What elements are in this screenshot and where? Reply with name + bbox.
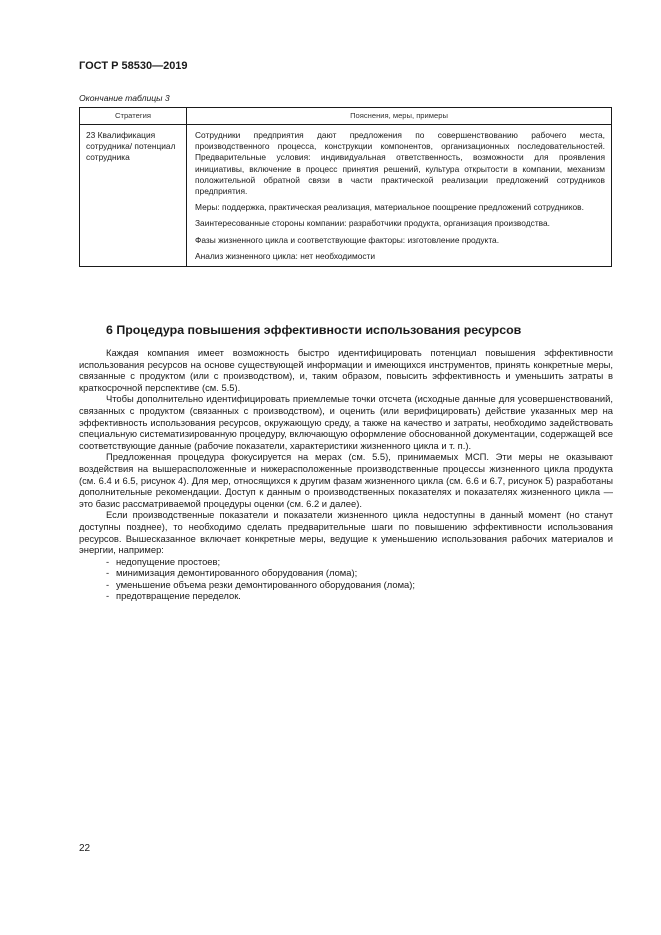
measures-list (79, 556, 613, 602)
paragraph: Чтобы дополнительно идентифицировать приемлемые точки отсчета (исходные данные для усовершенствований, связанных с продуктом (связанных с производством), и оценить (или верифицировать) действие указанных мер на эффективность использования ресурсов, окружающую среду, а также на качество и затраты, необходимо задействовать специальную систематизированную процедуру, включающую оформление обоснованной документации, содержащей все соответствующие данные (рабочие показатели, характеристики жизненного цикла и т. п.). (79, 393, 613, 451)
column-header-strategy: Стратегия (80, 108, 187, 125)
list-marker: - (106, 590, 110, 602)
list-item-text: предотвращение переделок. (116, 590, 241, 602)
section-body (79, 347, 613, 602)
stakeholders-text: Заинтересованные стороны компании: разработчики продукта, организация производства. (195, 218, 550, 229)
explanations-cell (187, 125, 612, 267)
section-title: 6 Процедура повышения эффективности использования ресурсов (106, 323, 522, 337)
table-caption: Окончание таблицы 3 (79, 93, 170, 103)
standard-code: ГОСТ Р 58530—2019 (79, 60, 188, 72)
table-header-row (80, 108, 612, 125)
column-header-explanations: Пояснения, меры, примеры (187, 108, 612, 125)
list-marker: - (106, 567, 110, 579)
list-item-text: минимизация демонтированного оборудования (лома); (116, 567, 358, 579)
explanation-text: Сотрудники предприятия дают предложения по совершенствованию рабочего места, производственного процесса, конструкции компонентов, организационных последовательностей. Предварительные условия: индивидуальная ответственность, возможности для проявления инициативы, включение в процесс принятия решений, культура открытости в компании, механизм положительной обратной связи в части практической реализации предложений сотрудников предприятия. (195, 130, 605, 197)
list-item-text: уменьшение объема резки демонтированного оборудования (лома); (116, 578, 415, 590)
list-item-text: недопущение простоев; (116, 555, 221, 567)
measures-text: Меры: поддержка, практическая реализация, материальное поощрение предложений сотрудников. (195, 202, 584, 213)
list-marker: - (106, 555, 110, 567)
list-item (106, 590, 613, 602)
list-item (106, 567, 613, 579)
lifecycle-analysis-text: Анализ жизненного цикла: нет необходимости (195, 250, 376, 261)
paragraph: Если производственные показатели и показатели жизненного цикла недоступны в данный момент (но станут доступны позднее), то необходимо сделать предварительные шаги по повышению эффективности использования ресурсов. Вышесказанное включает конкретные меры, ведущие к уменьшению использования рабочих материалов и энергии, например: (79, 509, 613, 556)
paragraph: Предложенная процедура фокусируется на мерах (см. 5.5), принимаемых МСП. Эти меры не оказывают воздействия на вышерасположенные и нижерасположенные производственные процессы жизненного цикла продукта (см. 6.4 и 6.5, рисунок 4). Для мер, относящихся к другим фазам жизненного цикла (см. 6.6 и 6.7, рисунок 5) разработаны дополнительные рекомендации. Доступ к данным о производственных показателях и показателях жизненного цикла — это базис рассматриваемой процедуры оценки (см. 6.2 и далее). (79, 451, 613, 509)
strategy-cell: 23 Квалификация сотрудника/ потенциал сотрудника (80, 125, 187, 267)
table-3 (79, 107, 612, 267)
page-number: 22 (79, 843, 91, 854)
list-item (106, 579, 613, 591)
list-marker: - (106, 578, 110, 590)
paragraph: Каждая компания имеет возможность быстро идентифицировать потенциал повышения эффективности использования ресурсов на основе существующей информации и имеющихся инструментов, принять конкретные меры, связанные с продуктом (или с производством), и, таким образом, повысить эффективность и уменьшить затраты в краткосрочной перспективе (см. 5.5). (79, 347, 613, 393)
list-item (106, 556, 613, 568)
table-row (80, 125, 612, 267)
lifecycle-phases-text: Фазы жизненного цикла и соответствующие факторы: изготовление продукта. (195, 234, 500, 245)
